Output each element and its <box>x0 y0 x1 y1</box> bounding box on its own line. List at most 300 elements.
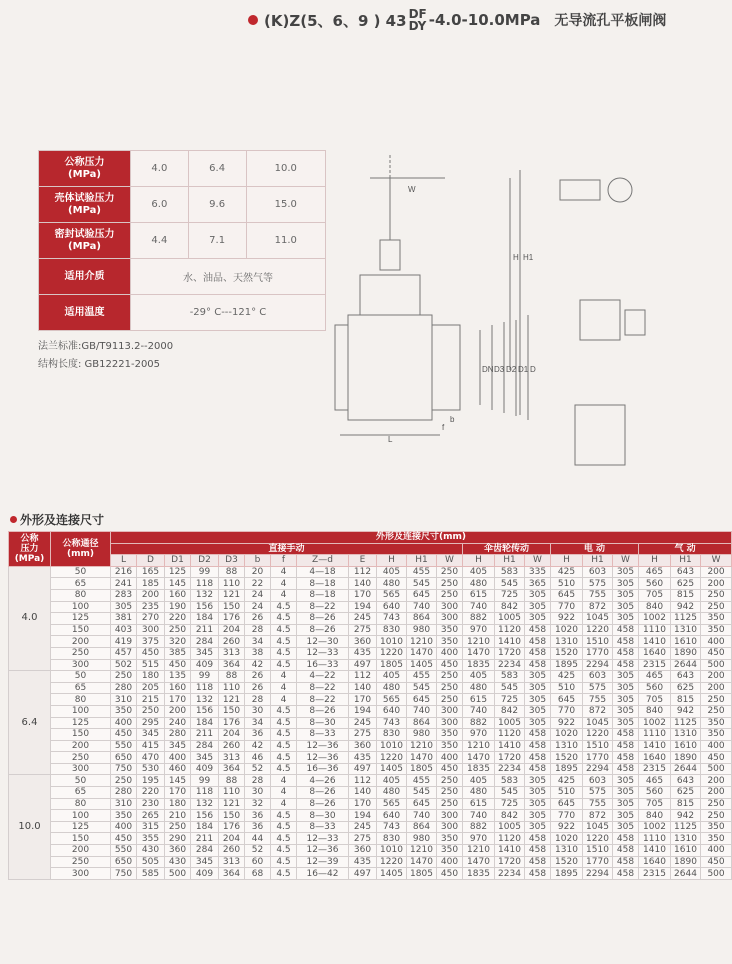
param-value: 10.0 <box>246 151 326 187</box>
table-cell: 250 <box>437 566 463 578</box>
table-cell: 216 <box>111 566 137 578</box>
table-cell: 1220 <box>583 833 613 845</box>
dn-cell: 80 <box>51 798 111 810</box>
table-cell: 1110 <box>639 729 671 741</box>
table-cell: 145 <box>165 775 191 787</box>
table-cell: 8—22 <box>297 601 349 613</box>
table-cell: 284 <box>191 740 219 752</box>
table-cell: 4—26 <box>297 775 349 787</box>
table-cell: 1410 <box>639 740 671 752</box>
table-cell: 215 <box>137 694 165 706</box>
table-cell: 360 <box>165 845 191 857</box>
table-cell: 4 <box>271 694 297 706</box>
table-cell: 4.5 <box>271 763 297 775</box>
table-cell: 250 <box>701 798 732 810</box>
table-cell: 1510 <box>583 740 613 752</box>
table-cell: 1125 <box>671 613 701 625</box>
table-cell: 185 <box>137 578 165 590</box>
table-cell: 350 <box>701 729 732 741</box>
head-dims: 外形及连接尺寸(mm) <box>111 532 732 544</box>
table-cell: 1410 <box>639 845 671 857</box>
table-cell: 575 <box>583 578 613 590</box>
table-cell: 455 <box>407 671 437 683</box>
table-cell: 770 <box>551 810 583 822</box>
table-cell: 643 <box>671 566 701 578</box>
table-row <box>9 729 732 741</box>
table-cell: 211 <box>191 624 219 636</box>
label-l: L <box>388 435 393 444</box>
column-header: E <box>349 555 377 567</box>
table-cell: 458 <box>525 845 551 857</box>
table-cell: 415 <box>137 740 165 752</box>
pressure-cell: 10.0 <box>9 775 51 879</box>
table-cell: 1890 <box>671 856 701 868</box>
table-cell: 8—26 <box>297 705 349 717</box>
label-d: D <box>530 365 536 374</box>
table-cell: 305 <box>525 589 551 601</box>
table-row <box>9 659 732 671</box>
pressure-cell: 6.4 <box>9 671 51 775</box>
table-cell: 560 <box>639 682 671 694</box>
table-cell: 12—33 <box>297 833 349 845</box>
table-cell: 140 <box>349 682 377 694</box>
table-cell: 26 <box>245 613 271 625</box>
table-cell: 458 <box>613 752 639 764</box>
dn-cell: 300 <box>51 659 111 671</box>
table-cell: 99 <box>191 671 219 683</box>
table-cell: 1010 <box>377 845 407 857</box>
table-cell: 305 <box>111 601 137 613</box>
label-b: b <box>450 415 455 424</box>
table-cell: 1310 <box>551 845 583 857</box>
table-cell: 1835 <box>463 659 495 671</box>
table-cell: 705 <box>639 589 671 601</box>
table-cell: 1510 <box>583 636 613 648</box>
dn-cell: 200 <box>51 740 111 752</box>
table-cell: 1125 <box>671 821 701 833</box>
table-cell: 200 <box>701 775 732 787</box>
table-cell: 350 <box>437 833 463 845</box>
table-cell: 1720 <box>495 647 525 659</box>
dn-cell: 200 <box>51 845 111 857</box>
pressure-cell: 4.0 <box>9 566 51 670</box>
table-cell: 645 <box>551 798 583 810</box>
table-cell: 740 <box>463 601 495 613</box>
table-cell: 305 <box>525 810 551 822</box>
dn-cell: 125 <box>51 613 111 625</box>
table-cell: 12—30 <box>297 636 349 648</box>
table-cell: 24 <box>245 589 271 601</box>
table-cell: 2315 <box>639 763 671 775</box>
table-cell: 1805 <box>407 868 437 880</box>
table-cell: 705 <box>639 798 671 810</box>
table-cell: 30 <box>245 787 271 799</box>
table-cell: 740 <box>407 810 437 822</box>
product-name: 无导流孔平板闸阀 <box>554 13 667 29</box>
table-cell: 265 <box>137 810 165 822</box>
table-cell: 170 <box>349 694 377 706</box>
table-cell: 305 <box>613 694 639 706</box>
table-cell: 170 <box>349 589 377 601</box>
param-row <box>39 259 326 295</box>
table-cell: 180 <box>137 671 165 683</box>
table-cell: 8—30 <box>297 717 349 729</box>
column-header: H1 <box>495 555 525 567</box>
model-prefix: (K)Z(5、6、9 ) 43 <box>264 11 407 30</box>
table-cell: 12—33 <box>297 647 349 659</box>
table-cell: 603 <box>583 566 613 578</box>
table-cell: 1410 <box>495 636 525 648</box>
table-row <box>9 566 732 578</box>
table-cell: 8—26 <box>297 798 349 810</box>
param-label: 密封试验压力 (MPa) <box>39 223 131 259</box>
table-cell: 1120 <box>495 624 525 636</box>
table-cell: 250 <box>111 775 137 787</box>
table-cell: 1720 <box>495 752 525 764</box>
table-row <box>9 775 732 787</box>
table-row <box>9 798 732 810</box>
table-cell: 458 <box>525 833 551 845</box>
table-cell: 8—33 <box>297 729 349 741</box>
table-cell: 740 <box>463 810 495 822</box>
table-cell: 250 <box>111 671 137 683</box>
table-cell: 603 <box>583 775 613 787</box>
table-cell: 815 <box>671 589 701 601</box>
table-cell: 295 <box>137 717 165 729</box>
table-cell: 345 <box>191 752 219 764</box>
flange-standard: 法兰标准:GB/T9113.2--2000 <box>38 341 174 352</box>
table-cell: 750 <box>111 763 137 775</box>
table-cell: 36 <box>245 810 271 822</box>
table-cell: 583 <box>495 775 525 787</box>
dn-cell: 125 <box>51 821 111 833</box>
table-cell: 250 <box>701 694 732 706</box>
table-cell: 864 <box>407 717 437 729</box>
table-cell: 980 <box>407 729 437 741</box>
column-header: H1 <box>583 555 613 567</box>
group-electric: 电 动 <box>551 543 639 555</box>
table-cell: 4 <box>271 787 297 799</box>
column-header: H <box>551 555 583 567</box>
table-cell: 145 <box>165 578 191 590</box>
table-cell: 305 <box>613 578 639 590</box>
table-cell: 872 <box>583 601 613 613</box>
table-cell: 211 <box>191 833 219 845</box>
electric-motor <box>625 310 645 335</box>
group-bevel-gear: 伞齿轮传动 <box>463 543 551 555</box>
table-cell: 480 <box>463 578 495 590</box>
table-cell: 305 <box>525 671 551 683</box>
table-cell: 190 <box>165 601 191 613</box>
table-cell: 1220 <box>377 752 407 764</box>
table-cell: 305 <box>613 705 639 717</box>
table-cell: 645 <box>407 589 437 601</box>
table-cell: 560 <box>639 787 671 799</box>
table-row <box>9 752 732 764</box>
table-cell: 4.5 <box>271 624 297 636</box>
table-row <box>9 763 732 775</box>
table-cell: 360 <box>349 636 377 648</box>
column-header: b <box>245 555 271 567</box>
table-cell: 1835 <box>463 763 495 775</box>
table-cell: 409 <box>191 868 219 880</box>
table-cell: 480 <box>463 787 495 799</box>
table-cell: 160 <box>165 682 191 694</box>
table-row <box>9 636 732 648</box>
table-cell: 502 <box>111 659 137 671</box>
table-cell: 305 <box>613 717 639 729</box>
table-cell: 305 <box>613 682 639 694</box>
table-cell: 645 <box>407 798 437 810</box>
table-cell: 405 <box>377 775 407 787</box>
table-cell: 385 <box>165 647 191 659</box>
table-cell: 42 <box>245 740 271 752</box>
label-d2: D2 <box>506 365 517 374</box>
table-cell: 882 <box>463 821 495 833</box>
table-cell: 8—33 <box>297 821 349 833</box>
table-cell: 4 <box>271 589 297 601</box>
table-cell: 305 <box>525 705 551 717</box>
table-cell: 545 <box>407 787 437 799</box>
label-h1: H1 <box>523 253 534 262</box>
table-cell: 450 <box>437 659 463 671</box>
table-cell: 430 <box>165 856 191 868</box>
table-cell: 42 <box>245 659 271 671</box>
table-row <box>9 787 732 799</box>
column-header: H1 <box>671 555 701 567</box>
table-cell: 230 <box>137 798 165 810</box>
table-cell: 840 <box>639 705 671 717</box>
table-cell: 1125 <box>671 717 701 729</box>
table-cell: 645 <box>407 694 437 706</box>
table-cell: 565 <box>377 798 407 810</box>
table-cell: 1310 <box>671 624 701 636</box>
table-cell: 4 <box>271 798 297 810</box>
param-label: 适用温度 <box>39 295 131 331</box>
dn-cell: 100 <box>51 601 111 613</box>
table-cell: 1640 <box>639 752 671 764</box>
dn-cell: 250 <box>51 647 111 659</box>
table-cell: 450 <box>111 833 137 845</box>
column-header: D2 <box>191 555 219 567</box>
table-cell: 381 <box>111 613 137 625</box>
table-cell: 160 <box>165 589 191 601</box>
table-cell: 165 <box>137 566 165 578</box>
table-cell: 625 <box>671 787 701 799</box>
table-cell: 26 <box>245 671 271 683</box>
table-cell: 545 <box>407 682 437 694</box>
table-cell: 2315 <box>639 868 671 880</box>
table-cell: 980 <box>407 833 437 845</box>
table-cell: 1510 <box>583 845 613 857</box>
table-cell: 305 <box>525 613 551 625</box>
table-cell: 840 <box>639 810 671 822</box>
table-cell: 1410 <box>639 636 671 648</box>
table-cell: 350 <box>437 740 463 752</box>
right-flange <box>432 325 460 410</box>
table-cell: 458 <box>613 729 639 741</box>
table-cell: 110 <box>219 787 245 799</box>
table-cell: 560 <box>639 578 671 590</box>
table-cell: 110 <box>219 682 245 694</box>
table-cell: 1020 <box>551 833 583 845</box>
table-cell: 640 <box>377 601 407 613</box>
table-cell: 470 <box>137 752 165 764</box>
table-cell: 132 <box>191 589 219 601</box>
table-cell: 725 <box>495 798 525 810</box>
table-cell: 545 <box>407 578 437 590</box>
dn-cell: 150 <box>51 833 111 845</box>
table-cell: 250 <box>165 624 191 636</box>
table-cell: 250 <box>701 705 732 717</box>
table-cell: 132 <box>191 694 219 706</box>
table-cell: 184 <box>191 613 219 625</box>
param-value: 6.0 <box>131 187 189 223</box>
table-cell: 250 <box>437 798 463 810</box>
table-cell: 864 <box>407 613 437 625</box>
table-cell: 345 <box>165 740 191 752</box>
table-cell: 430 <box>137 845 165 857</box>
table-cell: 345 <box>137 729 165 741</box>
table-row <box>9 694 732 706</box>
table-cell: 1410 <box>495 740 525 752</box>
table-cell: 8—26 <box>297 787 349 799</box>
yoke <box>380 240 400 270</box>
table-cell: 458 <box>613 624 639 636</box>
dn-cell: 65 <box>51 578 111 590</box>
table-cell: 505 <box>137 856 165 868</box>
head-pn: 公称 压力 (MPa) <box>9 532 51 567</box>
table-row <box>9 845 732 857</box>
table-cell: 1770 <box>583 856 613 868</box>
table-row <box>9 740 732 752</box>
table-cell: 355 <box>137 833 165 845</box>
table-cell: 1045 <box>583 821 613 833</box>
table-cell: 1470 <box>407 856 437 868</box>
table-cell: 455 <box>407 775 437 787</box>
table-cell: 409 <box>191 659 219 671</box>
table-cell: 364 <box>219 659 245 671</box>
table-cell: 842 <box>495 601 525 613</box>
table-cell: 121 <box>219 589 245 601</box>
table-cell: 300 <box>437 705 463 717</box>
table-cell: 1470 <box>463 647 495 659</box>
table-cell: 625 <box>671 682 701 694</box>
dn-cell: 200 <box>51 636 111 648</box>
table-cell: 450 <box>165 659 191 671</box>
gear-view-wheel <box>608 178 632 202</box>
dn-cell: 50 <box>51 671 111 683</box>
table-cell: 1045 <box>583 613 613 625</box>
column-header: W <box>613 555 639 567</box>
table-cell: 156 <box>191 601 219 613</box>
table-cell: 1120 <box>495 833 525 845</box>
dn-cell: 150 <box>51 624 111 636</box>
table-cell: 245 <box>349 821 377 833</box>
table-cell: 110 <box>219 578 245 590</box>
table-cell: 245 <box>349 717 377 729</box>
table-cell: 400 <box>701 845 732 857</box>
table-cell: 458 <box>525 856 551 868</box>
valve-drawing <box>330 150 710 470</box>
table-cell: 640 <box>377 705 407 717</box>
dn-cell: 150 <box>51 729 111 741</box>
table-cell: 184 <box>191 821 219 833</box>
dn-cell: 80 <box>51 694 111 706</box>
table-cell: 480 <box>463 682 495 694</box>
table-cell: 200 <box>701 566 732 578</box>
table-cell: 364 <box>219 763 245 775</box>
dn-cell: 80 <box>51 589 111 601</box>
table-cell: 1520 <box>551 752 583 764</box>
table-cell: 743 <box>377 821 407 833</box>
table-cell: 32 <box>245 798 271 810</box>
table-cell: 405 <box>463 566 495 578</box>
table-cell: 2644 <box>671 868 701 880</box>
table-cell: 8—26 <box>297 613 349 625</box>
table-cell: 650 <box>111 752 137 764</box>
table-cell: 4.5 <box>271 856 297 868</box>
table-cell: 645 <box>551 694 583 706</box>
table-cell: 1310 <box>551 636 583 648</box>
table-cell: 305 <box>613 798 639 810</box>
table-cell: 425 <box>551 775 583 787</box>
table-cell: 650 <box>111 856 137 868</box>
table-cell: 465 <box>639 775 671 787</box>
table-row <box>9 682 732 694</box>
table-cell: 310 <box>111 694 137 706</box>
label-dn: DN <box>482 365 494 374</box>
table-cell: 1890 <box>671 752 701 764</box>
table-cell: 211 <box>191 729 219 741</box>
table-cell: 2315 <box>639 659 671 671</box>
table-cell: 755 <box>583 589 613 601</box>
table-cell: 515 <box>137 659 165 671</box>
param-value: 7.1 <box>188 223 246 259</box>
table-cell: 180 <box>165 798 191 810</box>
table-cell: 305 <box>613 821 639 833</box>
table-cell: 12—36 <box>297 752 349 764</box>
table-cell: 300 <box>137 624 165 636</box>
table-cell: 275 <box>349 729 377 741</box>
bullet-dot-icon <box>10 516 17 523</box>
table-cell: 2644 <box>671 763 701 775</box>
table-cell: 510 <box>551 787 583 799</box>
param-row <box>39 151 326 187</box>
dn-cell: 65 <box>51 682 111 694</box>
table-cell: 305 <box>613 775 639 787</box>
table-cell: 121 <box>219 798 245 810</box>
table-cell: 300 <box>437 810 463 822</box>
table-cell: 435 <box>349 647 377 659</box>
table-cell: 4.5 <box>271 833 297 845</box>
table-cell: 16—36 <box>297 763 349 775</box>
table-cell: 16—33 <box>297 659 349 671</box>
table-cell: 500 <box>165 868 191 880</box>
table-cell: 350 <box>701 613 732 625</box>
table-cell: 132 <box>191 798 219 810</box>
column-header: H <box>639 555 671 567</box>
table-cell: 450 <box>437 763 463 775</box>
table-cell: 280 <box>165 729 191 741</box>
param-label: 公称压力 (MPa) <box>39 151 131 187</box>
label-h: H <box>513 253 519 262</box>
table-cell: 458 <box>613 740 639 752</box>
table-cell: 335 <box>525 566 551 578</box>
table-cell: 458 <box>613 845 639 857</box>
table-cell: 922 <box>551 613 583 625</box>
table-cell: 458 <box>525 763 551 775</box>
